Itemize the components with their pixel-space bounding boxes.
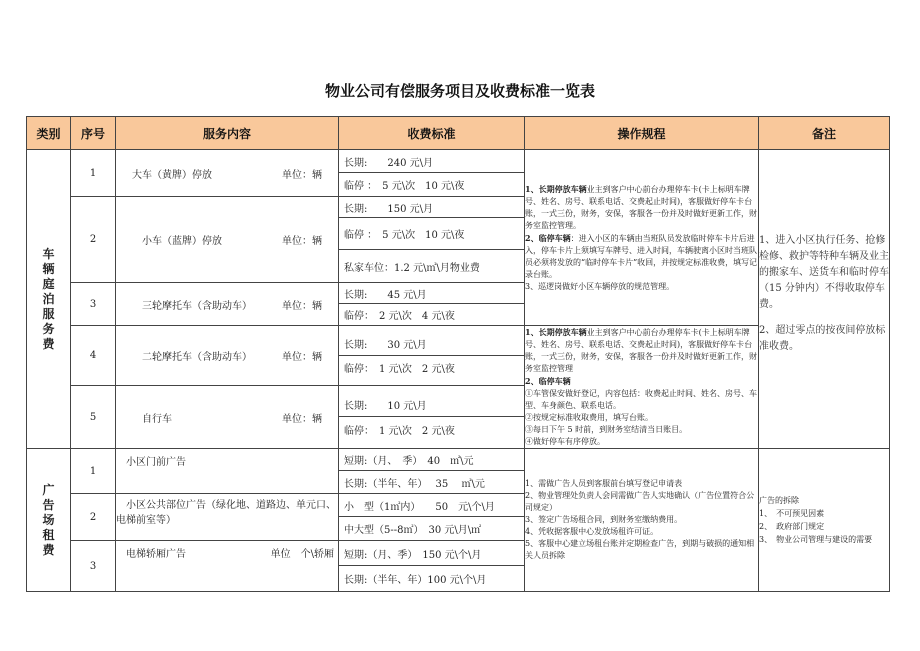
fee-cell bbox=[339, 494, 525, 541]
fee-line: 临停 ： 5 元\次 10 元\夜 bbox=[339, 218, 524, 250]
fee-cell bbox=[339, 449, 525, 494]
row-seq: 1 bbox=[71, 449, 116, 494]
fee-line: 临停： 1 元\次 2 元\夜 bbox=[344, 363, 455, 375]
fee-cell bbox=[339, 197, 525, 283]
table-row bbox=[27, 449, 890, 494]
remarks-parking bbox=[759, 150, 890, 449]
service-unit: 单位：辆 bbox=[282, 413, 322, 425]
fee-line: 临停： 1 元\次 2 元\夜 bbox=[344, 425, 455, 437]
service-unit: 单位：辆 bbox=[282, 352, 322, 364]
fee-line: 临停： 2 元\次 4 元\夜 bbox=[344, 311, 455, 322]
remark-line: 3、 物业公司管理与建设的需要 bbox=[759, 535, 873, 544]
service-unit: 单位 个\轿厢 bbox=[270, 549, 334, 560]
row-seq: 2 bbox=[71, 494, 116, 541]
remarks-ads bbox=[759, 449, 890, 592]
procedure-parking-b bbox=[525, 326, 759, 449]
row-seq: 5 bbox=[71, 386, 116, 449]
service-name: 大车（黄牌）停放 bbox=[132, 169, 212, 181]
row-seq: 3 bbox=[71, 541, 116, 592]
fee-cell bbox=[339, 283, 525, 326]
fee-line: 长期: 240 元\月 bbox=[339, 150, 524, 173]
service-name: 小车（蓝牌）停放 bbox=[142, 236, 222, 247]
fee-table bbox=[26, 116, 890, 592]
procedure-parking-a bbox=[525, 150, 759, 326]
remark-line: 广告的拆除 bbox=[759, 496, 799, 505]
fee-line: 长期:（半年、年） 35 ㎡\元 bbox=[344, 478, 485, 490]
fee-line: 长期: 10 元\月 bbox=[339, 393, 524, 417]
service-unit: 单位：辆 bbox=[282, 300, 322, 312]
fee-cell bbox=[339, 326, 525, 386]
procedure-line: 1、长期停放车辆业主到客户中心前台办理停车卡(卡上标明车牌号、姓名、房号、联系电话、交费起止时间)，客服做好停车卡台账，一式三份，财务，安保，客服各一份并及时做好更新工作，财务室监控管理。 bbox=[525, 183, 757, 230]
service-cell bbox=[116, 449, 339, 494]
service-cell bbox=[116, 326, 339, 386]
service-name: 小区门前广告 bbox=[126, 457, 186, 468]
service-name: 自行车 bbox=[142, 413, 172, 425]
procedure-line: 4、凭收据客服中心发放场租许可证。 bbox=[525, 527, 659, 536]
service-cell bbox=[116, 150, 339, 197]
fee-line: 长期: 45 元\月 bbox=[339, 283, 524, 304]
remark-line: 2、超过零点的按夜间停放标准收费。 bbox=[759, 325, 886, 352]
fee-cell bbox=[339, 541, 525, 592]
row-seq: 3 bbox=[71, 283, 116, 326]
page-title: 物业公司有偿服务项目及收费标准一览表 bbox=[324, 82, 595, 100]
service-cell bbox=[116, 541, 339, 592]
remark-line: 1、进入小区执行任务、抢修检修、救护等特种车辆及业主的搬家车、送货车和临时停车（15 分钟内）不得收取停车费。 bbox=[759, 235, 889, 310]
procedure-line: ①车管保安做好登记，内容包括：收费起止时间、姓名、房号、车型、车身颜色、联系电话。 bbox=[525, 389, 757, 410]
service-cell bbox=[116, 197, 339, 283]
procedure-line: 2、临停车辆：进入小区的车辆由当班队员发放临时停车卡片后进入，停车卡片上须填写车牌号、进入时间，车辆驶离小区时当班队员必须将发放的“临时停车卡片”收回，并按规定标准收费，填写记录台账。 bbox=[525, 232, 758, 279]
header-fee: 收费标准 bbox=[339, 117, 525, 150]
row-seq: 1 bbox=[71, 150, 116, 197]
table-row bbox=[27, 150, 890, 197]
row-seq: 2 bbox=[71, 197, 116, 283]
fee-line: 短期:（月、季） 150 元\个\月 bbox=[339, 541, 524, 566]
header-seq: 序号 bbox=[71, 117, 116, 150]
fee-line: 小 型（1㎡内） 50 元\个\月 bbox=[339, 494, 524, 517]
service-cell bbox=[116, 494, 339, 541]
fee-line: 中大型（5--8㎡） 30 元\月\㎡ bbox=[344, 525, 482, 536]
remark-line: 1、 不可预见因素 bbox=[759, 509, 825, 518]
procedure-line: 3、巡逻岗做好小区车辆停放的规范管理。 bbox=[525, 281, 675, 291]
service-name: 二轮摩托车（含助动车） bbox=[142, 352, 252, 364]
service-unit: 单位：辆 bbox=[282, 169, 322, 181]
fee-line: 私家车位：1.2 元\㎡\月物业费 bbox=[344, 262, 480, 274]
fee-line: 临停 ： 5 元\次 10 元\夜 bbox=[344, 181, 465, 192]
header-service: 服务内容 bbox=[116, 117, 339, 150]
procedure-line: 3、签定广告场租合同，到财务室缴纳费用。 bbox=[525, 515, 683, 524]
service-cell bbox=[116, 386, 339, 449]
header-category: 类别 bbox=[27, 117, 71, 150]
procedure-line: 2、物业管理处负责人会同需做广告人实地确认（广告位置符合公司规定） bbox=[525, 491, 755, 512]
header-procedure: 操作规程 bbox=[525, 117, 759, 150]
fee-line: 长期: 30 元\月 bbox=[339, 333, 524, 356]
procedure-line: 2、临停车辆 bbox=[525, 376, 571, 386]
fee-line: 短期:（月、 季） 40 ㎡\元 bbox=[339, 449, 524, 471]
service-name: 三轮摩托车（含助动车） bbox=[142, 300, 252, 312]
service-unit: 单位：辆 bbox=[282, 236, 322, 247]
fee-cell bbox=[339, 150, 525, 197]
procedure-line: 1、长期停放车辆业主到客户中心前台办理停车卡(卡上标明车牌号、姓名、房号、联系电话、交费起止时间)，客服做好停车卡台账，一式三份，财务，安保，客服各一份并及时做好更新工作，财务室监控管理 bbox=[525, 327, 757, 373]
fee-cell bbox=[339, 386, 525, 449]
fee-line: 长期: 150 元\月 bbox=[339, 197, 524, 218]
category-ads: 广告场租费 bbox=[27, 449, 71, 592]
procedure-line: ②按规定标准收取费用，填写台账。 bbox=[525, 413, 653, 422]
category-parking: 车辆庭泊服务费 bbox=[27, 150, 71, 449]
fee-line: 长期:（半年、年）100 元\个\月 bbox=[344, 575, 487, 586]
row-seq: 4 bbox=[71, 326, 116, 386]
service-name: 小区公共部位广告（绿化地、道路边、单元口、电梯前室等） bbox=[116, 500, 336, 526]
procedure-line: ③每日下午 5 时前，到财务室结清当日账目。 bbox=[525, 425, 688, 434]
service-cell bbox=[116, 283, 339, 326]
remark-line: 2、 政府部门规定 bbox=[759, 522, 825, 531]
procedure-line: 5、客服中心建立场租台账并定期检查广告，到期与破损的通知相关人员拆除 bbox=[525, 539, 755, 560]
header-row bbox=[27, 117, 890, 150]
procedure-ads bbox=[525, 449, 759, 592]
header-remarks: 备注 bbox=[759, 117, 890, 150]
service-name: 电梯轿厢广告 bbox=[126, 549, 186, 560]
procedure-line: 1、需做广告人员到客服前台填写登记申请表 bbox=[525, 479, 683, 488]
procedure-line: ④做好停车有序停放。 bbox=[525, 437, 605, 446]
